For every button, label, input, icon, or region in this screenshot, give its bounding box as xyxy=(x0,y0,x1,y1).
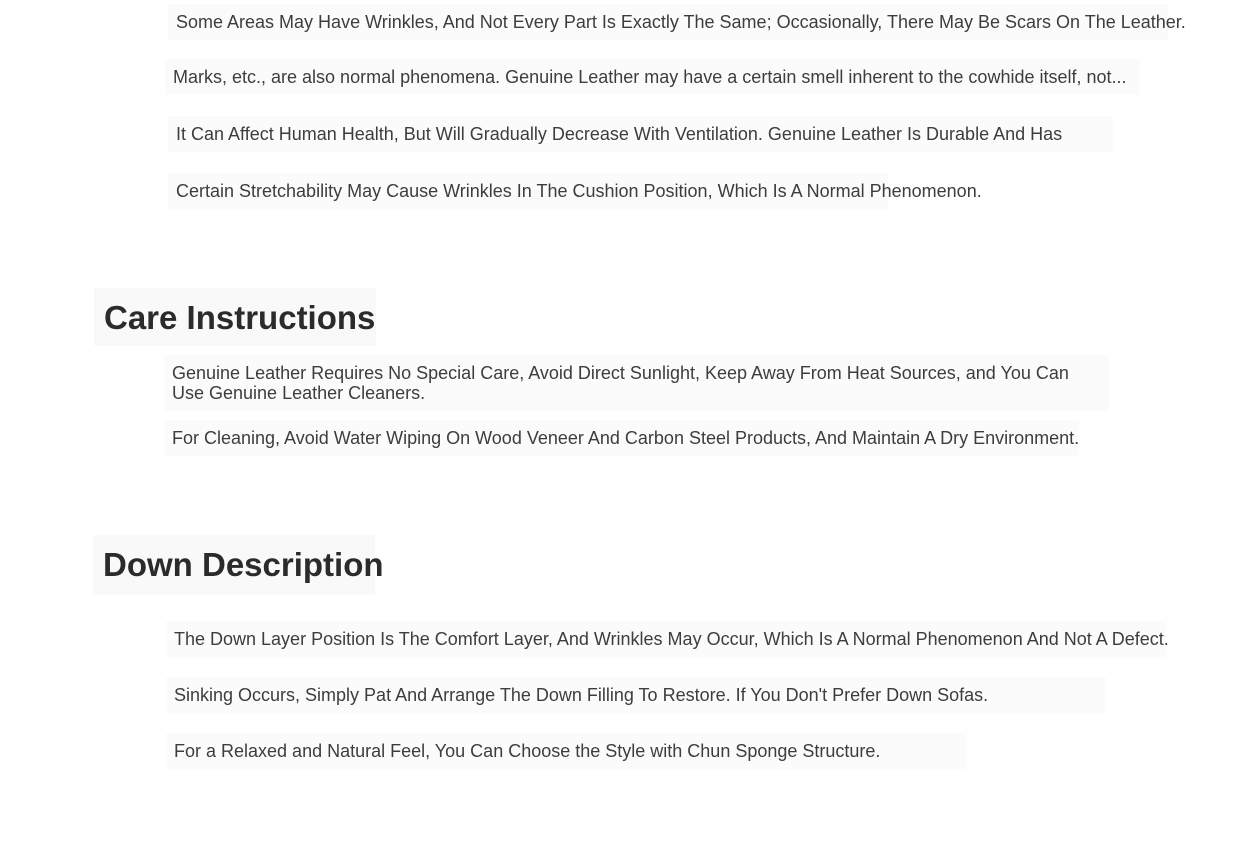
leather-text-line: Certain Stretchability May Cause Wrinkles In The Cushion Position, Which Is A Normal Phenomenon. xyxy=(168,173,888,209)
care-instructions-heading: Care Instructions xyxy=(94,288,376,346)
down-text-line: The Down Layer Position Is The Comfort Layer, And Wrinkles May Occur, Which Is A Normal Phenomenon And Not A Defect. xyxy=(166,621,1166,657)
care-text-line: Genuine Leather Requires No Special Care, Avoid Direct Sunlight, Keep Away From Heat Sources, and You Can Use Genuine Leather Cleaners. xyxy=(164,355,1109,411)
down-text-line: For a Relaxed and Natural Feel, You Can Choose the Style with Chun Sponge Structure. xyxy=(166,733,966,769)
leather-text-line: It Can Affect Human Health, But Will Gradually Decrease With Ventilation. Genuine Leather Is Durable And Has xyxy=(168,116,1113,152)
leather-text-line: Some Areas May Have Wrinkles, And Not Every Part Is Exactly The Same; Occasionally, There May Be Scars On The Leather. xyxy=(168,4,1168,40)
care-text-line: For Cleaning, Avoid Water Wiping On Wood Veneer And Carbon Steel Products, And Maintain A Dry Environment. xyxy=(164,420,1079,456)
down-text-line: Sinking Occurs, Simply Pat And Arrange The Down Filling To Restore. If You Don't Prefer Down Sofas. xyxy=(166,677,1106,713)
down-description-heading: Down Description xyxy=(93,535,375,595)
leather-text-line: Marks, etc., are also normal phenomena. Genuine Leather may have a certain smell inherent to the cowhide itself, not... xyxy=(165,59,1140,95)
